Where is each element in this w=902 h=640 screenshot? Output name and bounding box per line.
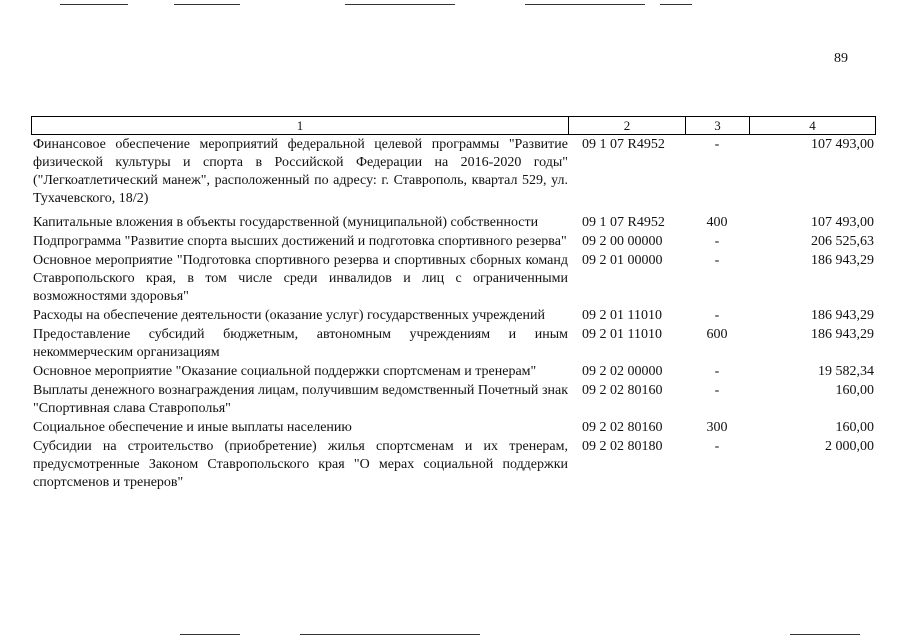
row-name: Финансовое обеспечение мероприятий федеральной целевой программы "Развитие физической культуры и спорта в Российской Федерации на 2016-2020 годы" ("Легкоатлетический манеж", расположенный по адресу: г. Ставрополь, квартал 529, ул. Тухачевского, 18/2) xyxy=(33,137,568,206)
row-type: - xyxy=(714,137,720,152)
table-header xyxy=(31,116,876,135)
row-code: 09 1 07 R4952 xyxy=(582,215,665,230)
row-type: - xyxy=(714,364,720,379)
column-header-3: 3 xyxy=(686,117,750,134)
row-amount: 186 943,29 xyxy=(811,327,874,342)
row-amount: 186 943,29 xyxy=(811,253,874,268)
table-row xyxy=(31,214,876,232)
row-name: Социальное обеспечение и иные выплаты населению xyxy=(33,420,352,435)
row-code: 09 2 01 11010 xyxy=(582,327,662,342)
scan-line-bottom-1 xyxy=(180,634,240,635)
row-name: Основное мероприятие "Оказание социальной поддержки спортсменам и тренерам" xyxy=(33,364,537,379)
table-row xyxy=(31,136,876,208)
row-code: 09 2 02 00000 xyxy=(582,364,663,379)
scan-line-top-5 xyxy=(660,4,692,5)
budget-table xyxy=(31,116,876,492)
row-type: - xyxy=(714,439,720,454)
row-type: - xyxy=(714,253,720,268)
table-row xyxy=(31,307,876,325)
row-amount: 19 582,34 xyxy=(818,364,874,379)
row-amount: 107 493,00 xyxy=(811,137,874,152)
row-code: 09 2 02 80160 xyxy=(582,420,663,435)
column-header-1: 1 xyxy=(32,117,569,134)
table-row xyxy=(31,382,876,418)
row-code: 09 2 01 00000 xyxy=(582,253,663,268)
scan-line-top-4 xyxy=(525,4,645,5)
column-header-4: 4 xyxy=(809,118,816,133)
scan-line-top-2 xyxy=(174,4,240,5)
table-row xyxy=(31,438,876,492)
table-row xyxy=(31,233,876,251)
table-row xyxy=(31,326,876,362)
row-type: 600 xyxy=(706,327,728,342)
row-type: 400 xyxy=(706,215,728,230)
row-code: 09 2 00 00000 xyxy=(582,234,663,249)
scan-line-bottom-3 xyxy=(790,634,860,635)
table-row xyxy=(31,363,876,381)
scan-line-top-3 xyxy=(345,4,455,5)
row-amount: 160,00 xyxy=(835,420,874,435)
row-type: - xyxy=(714,308,720,323)
row-name: Подпрограмма "Развитие спорта высших достижений и подготовка спортивного резерва" xyxy=(33,234,567,249)
table-row xyxy=(31,252,876,306)
row-code: 09 1 07 R4952 xyxy=(582,137,665,152)
row-code: 09 2 01 11010 xyxy=(582,308,662,323)
row-code: 09 2 02 80160 xyxy=(582,383,663,398)
row-name: Капитальные вложения в объекты государственной (муниципальной) собственности xyxy=(33,215,539,230)
row-amount: 160,00 xyxy=(835,383,874,398)
page-number: 89 xyxy=(834,51,848,66)
row-type: 300 xyxy=(706,420,728,435)
row-type: - xyxy=(714,234,720,249)
row-name: Расходы на обеспечение деятельности (оказание услуг) государственных учреждений xyxy=(33,308,545,323)
row-type: - xyxy=(714,383,720,398)
row-amount: 206 525,63 xyxy=(811,234,874,249)
row-name: Субсидии на строительство (приобретение) жилья спортсменам и их тренерам, предусмотренные Законом Ставропольского края "О мерах социальной поддержки спортсменов и тренеров" xyxy=(33,439,568,490)
row-name: Предоставление субсидий бюджетным, автономным учреждениям и иным некоммерческим организациям xyxy=(33,327,568,360)
column-header-2: 2 xyxy=(569,117,686,134)
scan-line-top-1 xyxy=(60,4,128,5)
scan-line-bottom-2 xyxy=(300,634,480,635)
row-amount: 107 493,00 xyxy=(811,215,874,230)
table-row xyxy=(31,419,876,437)
row-amount: 186 943,29 xyxy=(811,308,874,323)
row-name: Основное мероприятие "Подготовка спортивного резерва и спортивных сборных команд Ставропольского края, в том числе среди инвалидов и лиц с ограниченными возможностями здоровья" xyxy=(33,253,568,304)
row-code: 09 2 02 80180 xyxy=(582,439,663,454)
row-amount: 2 000,00 xyxy=(825,439,874,454)
row-name: Выплаты денежного вознаграждения лицам, получившим ведомственный Почетный знак "Спортивная слава Ставрополья" xyxy=(33,383,568,416)
